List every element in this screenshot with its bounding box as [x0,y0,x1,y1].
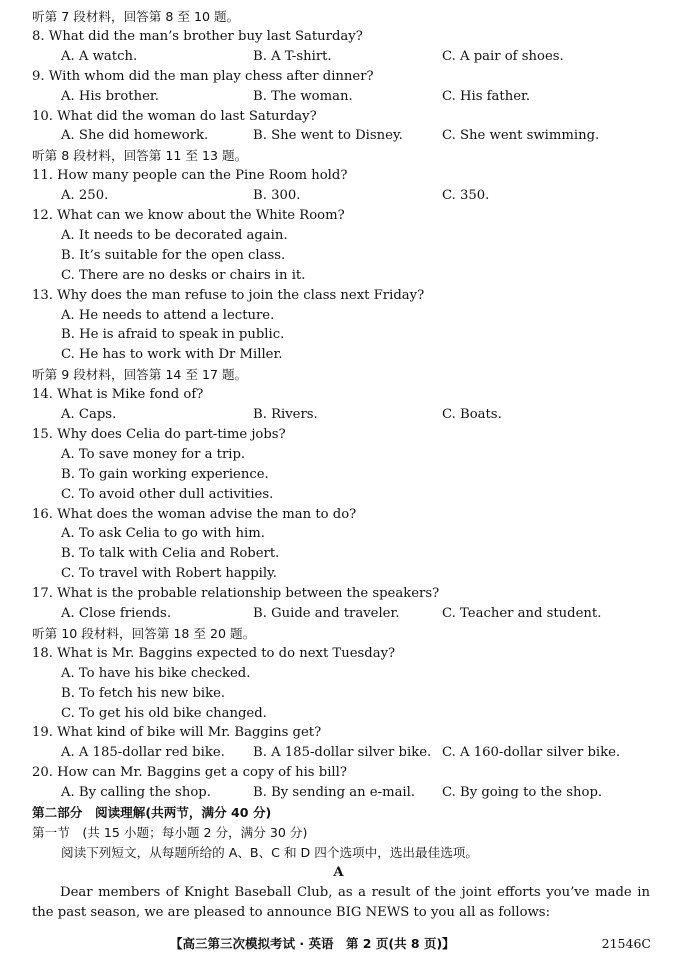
question-stem [0,67,677,87]
answer-option: B. A 185-dollar silver bike. [253,745,432,761]
option-row [0,445,677,465]
answer-option: A. Caps. [61,407,117,422]
answer-option: A. Close friends. [61,606,172,621]
option-row [0,325,677,345]
passage-letter-text: A [333,864,344,880]
answer-option: B. A T-shirt. [253,48,332,64]
question-stem [0,107,677,127]
answer-option: C. To get his old bike changed. [61,705,267,721]
question-stem [0,644,677,664]
question-stem [0,763,677,783]
footer-title: 【高三第三次模拟考试 · 英语 第 2 页(共 8 页)】 [170,936,455,951]
question-text: 16. What does the woman advise the man to do? [32,506,357,522]
answer-option: C. By going to the shop. [442,785,603,801]
answer-option: A. To save money for a trip. [61,446,246,462]
answer-option: A. She did homework. [61,128,209,144]
answer-option: B. To gain working experience. [61,466,269,482]
answer-option: B. To talk with Celia and Robert. [61,546,280,562]
section-header: 听第 10 段材料，回答第 18 至 20 题。 [32,625,256,641]
passage-paragraph: Dear members of Knight Baseball Club, as a result of the joint efforts you’ve made in the past season, we are pleased to announce BIG NEWS to you all as follows: [32,884,650,920]
question-text: 20. How can Mr. Baggins get a copy of his bill? [32,765,347,781]
question-stem [0,584,677,604]
option-row [0,684,677,704]
option-row [0,186,677,206]
option-row [0,246,677,266]
question-stem [0,166,677,186]
question-text: 9. With whom did the man play chess after dinner? [32,68,374,84]
reading-instructions: 阅读下列短文，从每题所给的 A、B、C 和 D 四个选项中，选出最佳选项。 [61,844,478,860]
page-footer [0,934,677,954]
answer-option: C. To travel with Robert happily. [61,566,278,582]
answer-option: A. To have his bike checked. [61,665,251,681]
question-stem [0,505,677,525]
option-row [0,783,677,803]
option-row [0,524,677,544]
question-text: 18. What is Mr. Baggins expected to do next Tuesday? [32,645,396,661]
answer-option: C. Teacher and student. [442,606,602,621]
option-row [0,47,677,67]
question-stem [0,27,677,47]
answer-option: B. It’s suitable for the open class. [61,247,286,263]
option-row [0,126,677,146]
answer-option: B. Rivers. [253,407,318,422]
answer-option: C. A 160-dollar silver bike. [442,745,621,761]
option-row [0,87,677,107]
question-text: 15. Why does Celia do part-time jobs? [32,426,286,442]
option-row [0,266,677,286]
option-row [0,306,677,326]
option-row [0,465,677,485]
option-row [0,664,677,684]
option-row [0,226,677,246]
answer-option: B. To fetch his new bike. [61,685,226,701]
answer-option: B. The woman. [253,88,353,104]
question-text: 19. What kind of bike will Mr. Baggins get? [32,725,322,741]
question-text: 10. What did the woman do last Saturday? [32,108,317,124]
section-header: 听第 7 段材料，回答第 8 至 10 题。 [32,9,240,24]
answer-option: A. By calling the shop. [61,785,211,801]
question-text: 12. What can we know about the White Room? [32,208,345,223]
option-row [0,743,677,763]
answer-option: C. There are no desks or chairs in it. [61,267,306,283]
answer-option: A. He needs to attend a lecture. [61,307,275,323]
answer-option: B. Guide and traveler. [253,606,400,621]
passage-letter [0,863,677,883]
option-row [0,704,677,724]
part-heading: 第二部分 阅读理解(共两节，满分 40 分) [32,805,272,820]
question-text: 14. What is Mike fond of? [32,387,204,403]
option-row [0,345,677,365]
footer-code: 21546C [601,936,651,951]
answer-option: C. A pair of shoes. [442,48,564,64]
question-stem [0,206,677,226]
question-stem [0,286,677,306]
question-stem [0,425,677,445]
question-text: 11. How many people can the Pine Room hold? [32,168,348,184]
answer-option: A. A watch. [61,48,138,64]
answer-option: A. To ask Celia to go with him. [61,526,265,542]
answer-option: A. A 185-dollar red bike. [61,745,225,761]
answer-option: C. He has to work with Dr Miller. [61,347,283,363]
question-stem [0,385,677,405]
section-header: 第一节 (共 15 小题；每小题 2 分，满分 30 分) [32,824,308,840]
answer-option: C. To avoid other dull activities. [61,486,274,502]
question-text: 17. What is the probable relationship between the speakers? [32,586,440,602]
option-row [0,405,677,425]
option-row [0,544,677,564]
question-text: 13. Why does the man refuse to join the class next Friday? [32,287,425,303]
answer-option: A. 250. [61,188,109,204]
question-stem [0,723,677,743]
option-row [0,485,677,505]
option-row [0,564,677,584]
answer-option: A. It needs to be decorated again. [61,227,288,243]
option-row [0,604,677,624]
answer-option: C. 350. [442,188,490,204]
answer-option: C. Boats. [442,407,502,422]
answer-option: B. By sending an e-mail. [253,785,416,801]
answer-option: B. She went to Disney. [253,128,403,144]
answer-option: B. He is afraid to speak in public. [61,327,285,343]
answer-option: C. She went swimming. [442,128,600,144]
answer-option: C. His father. [442,88,531,104]
answer-option: B. 300. [253,188,301,204]
section-header: 听第 8 段材料，回答第 11 至 13 题。 [32,148,248,164]
section-header: 听第 9 段材料，回答第 14 至 17 题。 [32,367,248,383]
answer-option: A. His brother. [61,88,159,104]
question-text: 8. What did the man’s brother buy last Saturday? [32,28,363,44]
